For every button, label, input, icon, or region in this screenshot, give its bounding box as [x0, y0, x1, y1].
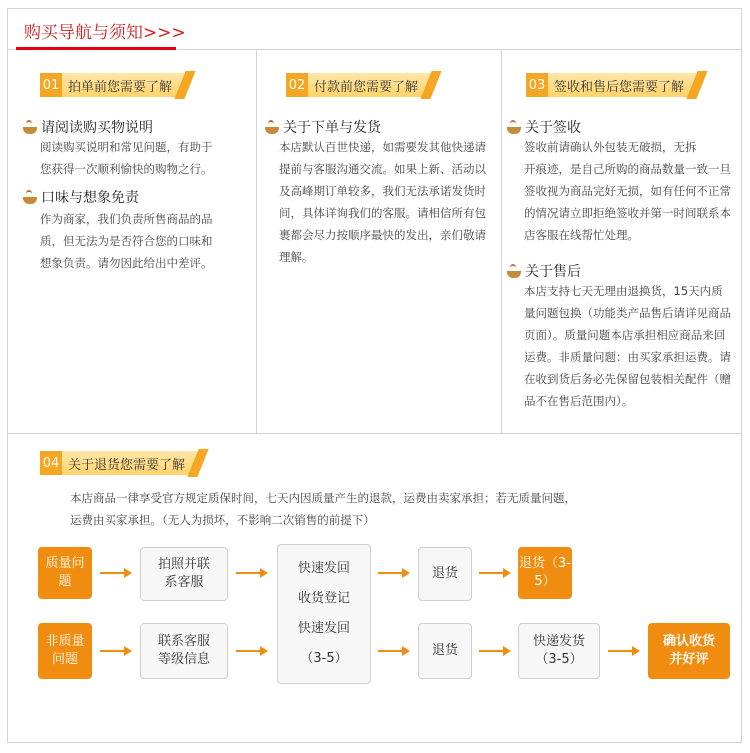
arrow-right-icon: [100, 645, 134, 657]
flow-quality-issue: 质量问题: [38, 547, 92, 599]
flow-return-3-5: 退货（3-5）: [518, 547, 572, 599]
flow-confirm-review: 确认收货并好评: [648, 623, 730, 679]
subheading-order-shipping: 关于下单与发货: [264, 117, 381, 137]
section-04-label: 关于退货您需要了解: [62, 451, 197, 475]
subheading-after-sales: 关于售后: [506, 261, 581, 281]
arrow-right-icon: [236, 645, 270, 657]
flow-shipping-back: 快速发回 收货登记 快速发回 （3-5）: [277, 544, 371, 684]
subheading-receipt: 关于签收: [506, 117, 581, 137]
arrow-right-icon: [479, 567, 513, 579]
section-02-label: 付款前您需要了解: [308, 73, 430, 97]
section-03-number: 03: [526, 73, 548, 97]
section-01-label: 拍单前您需要了解: [62, 73, 184, 97]
subheading-taste-disclaimer: 口味与想象免责: [22, 187, 139, 207]
arrow-right-icon: [378, 567, 412, 579]
section-02-heading: [286, 73, 436, 97]
flow-express-ship: 快递发货（3-5）: [518, 623, 600, 679]
paragraph-order-shipping: 本店默认百世快递，如需要发其他快递请 提前与客服沟通交流。如果上新、活动以 及高峰期订单较多，我们无法承诺发货时 间，具体详询我们的客服。请相信所有包 裹都会尽力按顺序最快的发出，亲们敬请 理解。: [279, 140, 486, 264]
title-bar: [7, 8, 742, 50]
subheading-read-instructions: 请阅读购买物说明: [22, 117, 153, 137]
flow-non-quality-issue: 非质量问题: [38, 623, 92, 679]
section-04-number: 04: [40, 451, 62, 475]
arrow-right-icon: [236, 567, 270, 579]
section-03-heading: [526, 73, 702, 97]
paragraph-taste-disclaimer: 作为商家，我们负责所售商品的品 质，但无法为是否符合您的口味和 想象负责。请勿因此给出中差评。: [40, 212, 213, 270]
paragraph-after-sales: 本店支持七天无理由退换货，15天内质 量问题包换（功能类产品售后请详见商品 页面）。质量问题本店承担相应商品来回 运费。非质量问题：由买家承担运费。请 在收到货后务必先保留包装相关配件（赠 品不在售后范围内）。: [524, 284, 731, 408]
coffee-cup-icon: [22, 120, 38, 134]
arrow-right-icon: [378, 645, 412, 657]
coffee-cup-icon: [506, 120, 522, 134]
flow-return-1: 退货: [418, 547, 472, 601]
page-title: 购买导航与须知>>>: [24, 23, 186, 43]
coffee-cup-icon: [22, 190, 38, 204]
section-01-number: 01: [40, 73, 62, 97]
paragraph-receipt: 签收前请确认外包装无破损，无拆 开痕迹，是自己所购的商品数量一致一旦 签收视为商品完好无损，如有任何不正常 的情况请立即拒绝签收并第一时间联系本 店客服在线帮忙处理。: [524, 140, 731, 242]
section-01-heading: [40, 73, 190, 97]
section-02-number: 02: [286, 73, 308, 97]
section-03-label: 签收和售后您需要了解: [548, 73, 696, 97]
section-04-heading: [40, 451, 203, 475]
section-divider: [7, 433, 742, 434]
paragraph-read-instructions: 阅读购买说明和常见问题，有助于 您获得一次顺利愉快的购物之行。: [40, 140, 213, 176]
coffee-cup-icon: [264, 120, 280, 134]
arrow-right-icon: [100, 567, 134, 579]
arrow-right-icon: [608, 645, 642, 657]
coffee-cup-icon: [506, 264, 522, 278]
flow-return-2: 退货: [418, 623, 472, 679]
flow-contact-register: 联系客服等级信息: [140, 623, 228, 679]
arrow-right-icon: [479, 645, 513, 657]
flow-photo-contact: 拍照并联系客服: [140, 547, 228, 601]
paragraph-returns-policy: 本店商品一律享受官方规定质保时间，七天内因质量产生的退款，运费由卖家承担；若无质量问题， 运费由买家承担。（无人为损坏，不影响二次销售的前提下）: [70, 491, 576, 527]
